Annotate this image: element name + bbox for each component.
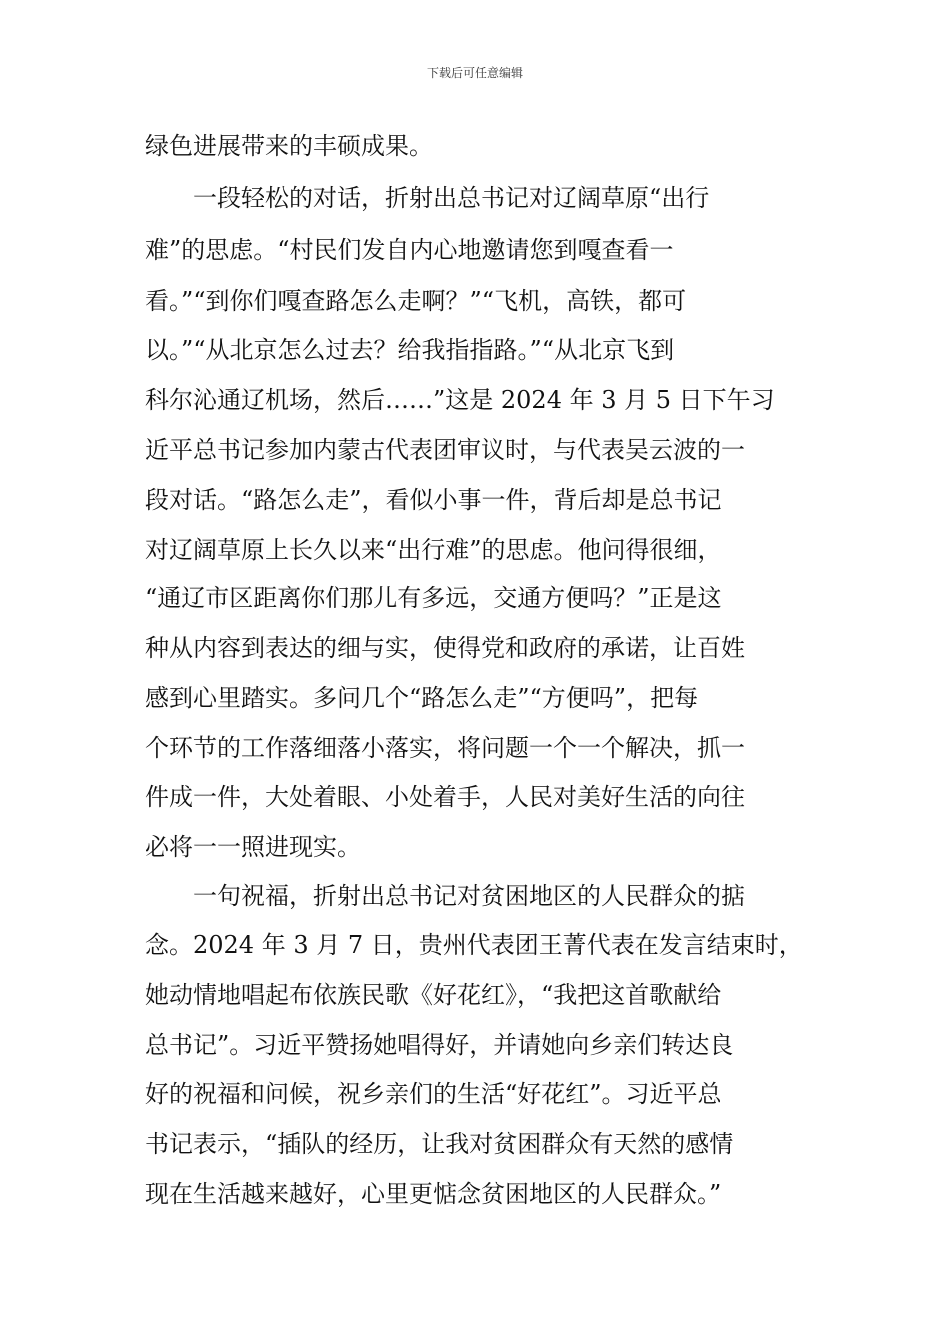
text-line: 书记表示，“插队的经历，让我对贫困群众有天然的感情 (145, 1130, 734, 1158)
text-line: 看。”“到你们嘎查路怎么走啊？”“飞机，高铁，都可 (145, 287, 687, 315)
text-line: 科尔沁通辽机场，然后……”这是 2024 年 3 月 5 日下午习 (145, 386, 775, 414)
text-line: 段对话。“路怎么走”，看似小事一件，背后却是总书记 (145, 486, 722, 514)
text-line: 难”的思虑。“村民们发自内心地邀请您到嘎查看一 (145, 236, 674, 264)
text-line: 种从内容到表达的细与实，使得党和政府的承诺，让百姓 (145, 634, 745, 662)
text-line: 感到心里踏实。多问几个“路怎么走”“方便吗”，把每 (145, 684, 699, 712)
text-line: 绿色进展带来的丰硕成果。 (145, 132, 433, 160)
text-line: “通辽市区距离你们那儿有多远，交通方便吗？”正是这 (145, 584, 722, 612)
text-line: 一句祝福，折射出总书记对贫困地区的人民群众的掂 (145, 882, 745, 910)
text-line: 必将一一照进现实。 (145, 833, 361, 861)
text-line: 对辽阔草原上长久以来“出行难”的思虑。他问得很细， (145, 536, 722, 564)
page-header: 下载后可任意编辑 (426, 66, 523, 80)
text-line: 念。2024 年 3 月 7 日，贵州代表团王菁代表在发言结束时， (145, 931, 803, 959)
text-line: 以。”“从北京怎么过去？给我指指路。”“从北京飞到 (145, 336, 675, 364)
text-line: 现在生活越来越好，心里更惦念贫困地区的人民群众。” (145, 1180, 722, 1208)
text-line: 一段轻松的对话，折射出总书记对辽阔草原“出行 (145, 184, 710, 212)
text-line: 件成一件，大处着眼、小处着手，人民对美好生活的向往 (145, 783, 745, 811)
text-line: 她动情地唱起布依族民歌《好花红》，“我把这首歌献给 (145, 981, 722, 1009)
text-line: 近平总书记参加内蒙古代表团审议时，与代表吴云波的一 (145, 436, 745, 464)
text-line: 个环节的工作落细落小落实，将问题一个一个解决，抓一 (145, 734, 745, 762)
text-line: 总书记”。习近平赞扬她唱得好，并请她向乡亲们转达良 (145, 1031, 734, 1059)
text-line: 好的祝福和问候，祝乡亲们的生活“好花红”。习近平总 (145, 1080, 722, 1108)
